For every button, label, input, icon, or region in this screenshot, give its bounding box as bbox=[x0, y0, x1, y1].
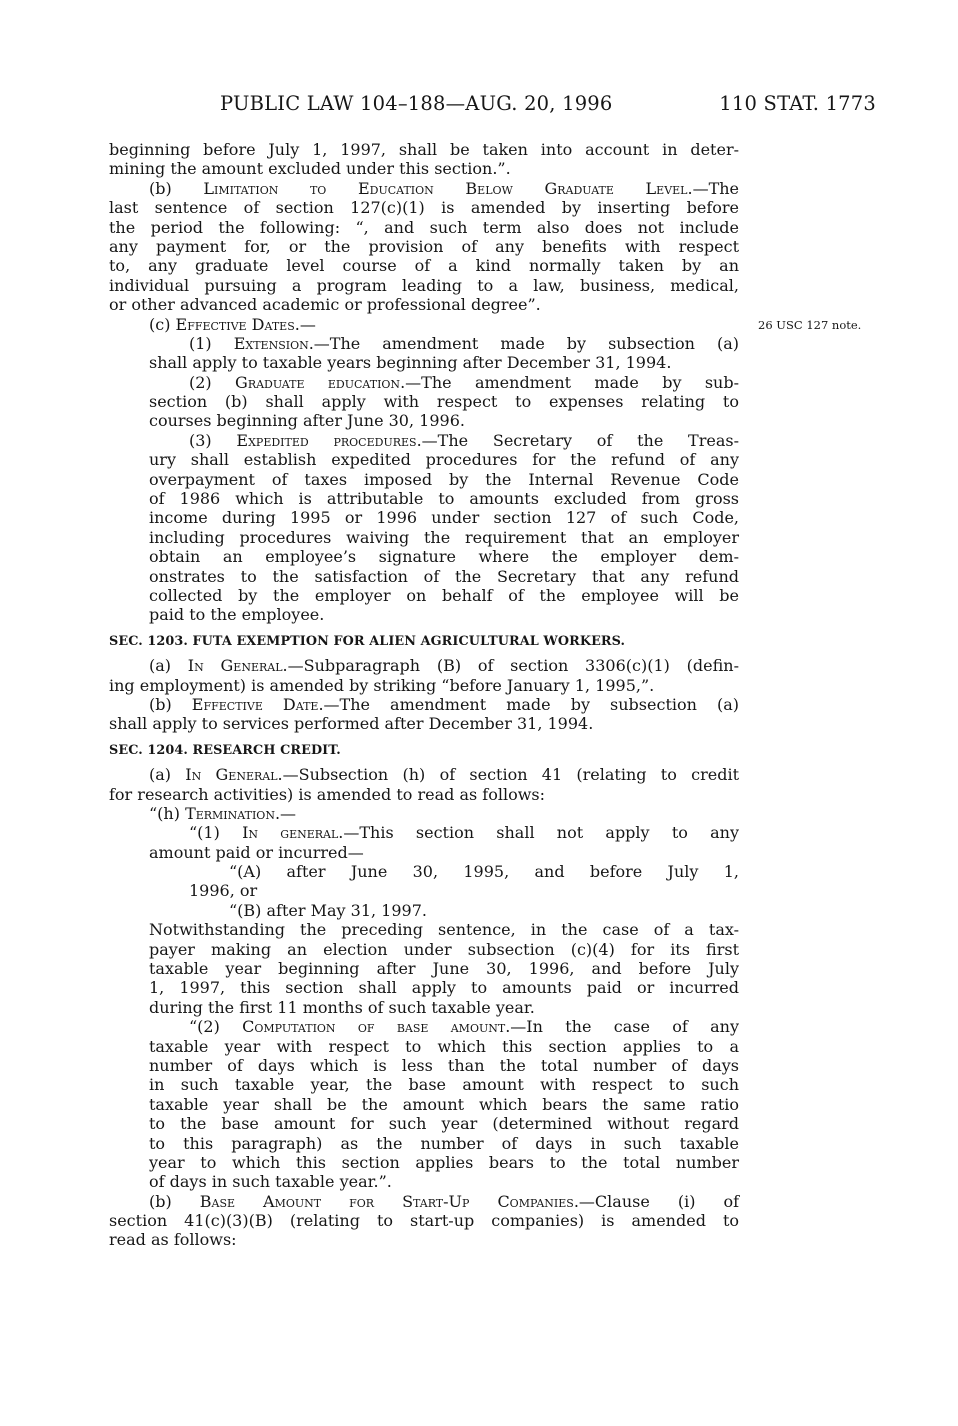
text-run: (c) bbox=[149, 314, 176, 334]
text-line: beginning before July 1, 1997, shall be taken into account in deter- bbox=[109, 140, 739, 159]
text-run: .—The bbox=[687, 178, 740, 198]
text-line: mining the amount excluded under this section.”. bbox=[109, 159, 511, 179]
text-line: taxable year with respect to which this section applies to a bbox=[149, 1036, 739, 1056]
small-caps-heading: Effective Date bbox=[191, 694, 319, 714]
small-caps-heading: Base Amount for Start-Up Companies bbox=[199, 1191, 574, 1211]
text-run: (b) bbox=[149, 178, 204, 198]
text-line: overpayment of taxes imposed by the Internal Revenue Code bbox=[149, 469, 739, 489]
text-line: to the base amount for such year (determined without regard bbox=[149, 1114, 739, 1134]
text-line: in such taxable year, the base amount with respect to such bbox=[149, 1075, 739, 1095]
small-caps-heading: Graduate education bbox=[235, 372, 401, 392]
text-run: (b) bbox=[149, 1191, 200, 1211]
text-line: “(A) after June 30, 1995, and before July 1, bbox=[229, 862, 739, 882]
text-line bbox=[109, 1017, 739, 1036]
text-line: including procedures waiving the requirement that an employer bbox=[149, 527, 739, 547]
text-line: or other advanced academic or professional degree”. bbox=[109, 295, 541, 315]
text-line: individual pursuing a program leading to a law, business, medical, bbox=[109, 275, 739, 295]
text-line: section (b) shall apply with respect to expenses relating to bbox=[149, 392, 739, 412]
text-run: (1) bbox=[189, 333, 234, 353]
text-run: “(h) bbox=[149, 803, 186, 823]
text-run: .—The amendment made by subsection (a) bbox=[318, 694, 740, 714]
text-line: Notwithstanding the preceding sentence, in the case of a tax- bbox=[149, 920, 739, 940]
small-caps-heading: Computation of base amount bbox=[242, 1017, 506, 1037]
text-run: .—The amendment made by subsection (a) bbox=[308, 333, 740, 353]
text-line: taxable year beginning after June 30, 1996, and before July bbox=[149, 959, 739, 979]
text-line: last sentence of section 127(c)(1) is amended by inserting before bbox=[109, 198, 739, 218]
text-line bbox=[109, 656, 739, 675]
text-line: paid to the employee. bbox=[149, 605, 325, 625]
text-line bbox=[109, 695, 739, 714]
text-run: .—The amendment made by sub- bbox=[400, 372, 739, 392]
text-line bbox=[109, 334, 739, 353]
text-line: to, any graduate level course of a kind normally taken by an bbox=[109, 256, 739, 276]
text-run: (a) bbox=[149, 656, 188, 676]
text-run: .—This section shall not apply to any bbox=[338, 823, 739, 843]
text-line: payer making an election under subsection (c)(4) for its first bbox=[149, 939, 739, 959]
text-line: onstrates to the satisfaction of the Secretary that any refund bbox=[149, 566, 739, 586]
text-line: amount paid or incurred— bbox=[149, 842, 364, 862]
text-line bbox=[109, 179, 739, 198]
small-caps-heading: In General bbox=[187, 656, 283, 676]
text-line bbox=[109, 804, 739, 823]
small-caps-heading: Extension bbox=[233, 333, 309, 353]
text-run: .—The Secretary of the Treas- bbox=[416, 430, 739, 450]
text-line bbox=[109, 431, 739, 450]
text-line: income during 1995 or 1996 under section 127 of such Code, bbox=[149, 508, 739, 528]
small-caps-heading: Termination bbox=[185, 803, 275, 823]
text-line bbox=[109, 823, 739, 842]
small-caps-heading: In general bbox=[242, 823, 339, 843]
text-line bbox=[109, 1192, 739, 1211]
text-run: (a) bbox=[149, 765, 186, 785]
text-run: (3) bbox=[189, 430, 237, 450]
text-run: “(1) bbox=[189, 823, 243, 843]
text-run: .—Subparagraph (B) of section 3306(c)(1) (defin- bbox=[282, 656, 739, 676]
small-caps-heading: Expedited procedures bbox=[236, 430, 417, 450]
text-line: for research activities) is amended to read as follows: bbox=[109, 784, 546, 804]
text-line: ing employment) is amended by striking “before January 1, 1995,”. bbox=[109, 675, 655, 695]
text-line: ury shall establish expedited procedures for the refund of any bbox=[149, 450, 739, 470]
text-run: (2) bbox=[189, 372, 236, 392]
text-line bbox=[109, 373, 739, 392]
small-caps-heading: Limitation to Education Below Graduate Level bbox=[203, 178, 688, 198]
text-line: section 41(c)(3)(B) (relating to start-up companies) is amended to bbox=[109, 1211, 739, 1231]
text-line: any payment for, or the provision of any benefits with respect bbox=[109, 236, 739, 256]
small-caps-heading: In General bbox=[185, 765, 278, 785]
text-line: read as follows: bbox=[109, 1230, 237, 1250]
document-body bbox=[109, 140, 739, 1250]
text-line: of days in such taxable year.”. bbox=[149, 1172, 392, 1192]
text-line: collected by the employer on behalf of the employee will be bbox=[149, 585, 739, 605]
text-line bbox=[109, 765, 739, 784]
text-line: the period the following: “, and such term also does not include bbox=[109, 217, 739, 237]
text-line: to this paragraph) as the number of days in such taxable bbox=[149, 1133, 739, 1153]
text-run: (b) bbox=[149, 694, 192, 714]
text-run: .— bbox=[274, 803, 297, 823]
text-line: during the first 11 months of such taxable year. bbox=[149, 997, 535, 1017]
text-run: “(2) bbox=[189, 1017, 243, 1037]
margin-note: 26 USC 127 note. bbox=[758, 318, 862, 332]
text-line: year to which this section applies bears to the total number bbox=[149, 1152, 739, 1172]
text-line: shall apply to taxable years beginning after December 31, 1994. bbox=[149, 353, 672, 373]
text-line: courses beginning after June 30, 1996. bbox=[149, 411, 465, 431]
section-heading: SEC. 1203. FUTA EXEMPTION FOR ALIEN AGRICULTURAL WORKERS. bbox=[109, 633, 626, 649]
running-header-title: PUBLIC LAW 104–188—AUG. 20, 1996 bbox=[220, 92, 613, 115]
text-line: of 1986 which is attributable to amounts excluded from gross bbox=[149, 489, 739, 509]
section-heading: SEC. 1204. RESEARCH CREDIT. bbox=[109, 742, 341, 758]
text-run: .— bbox=[294, 314, 316, 334]
text-line: number of days which is less than the total number of days bbox=[149, 1055, 739, 1075]
page-statute-number: 110 STAT. 1773 bbox=[719, 92, 876, 115]
text-line bbox=[109, 315, 739, 334]
text-run: .—In the case of any bbox=[505, 1017, 739, 1037]
text-line: shall apply to services performed after December 31, 1994. bbox=[109, 714, 594, 734]
text-line: 1, 1997, this section shall apply to amounts paid or incurred bbox=[149, 978, 739, 998]
text-line: obtain an employee’s signature where the employer dem- bbox=[149, 547, 739, 567]
text-run: .—Subsection (h) of section 41 (relating to credit bbox=[277, 765, 740, 785]
text-run: .—Clause (i) of bbox=[573, 1191, 740, 1211]
text-line: “(B) after May 31, 1997. bbox=[229, 900, 427, 920]
small-caps-heading: Effective Dates bbox=[175, 314, 295, 334]
text-line: 1996, or bbox=[189, 881, 258, 901]
text-line: taxable year shall be the amount which bears the same ratio bbox=[149, 1094, 739, 1114]
